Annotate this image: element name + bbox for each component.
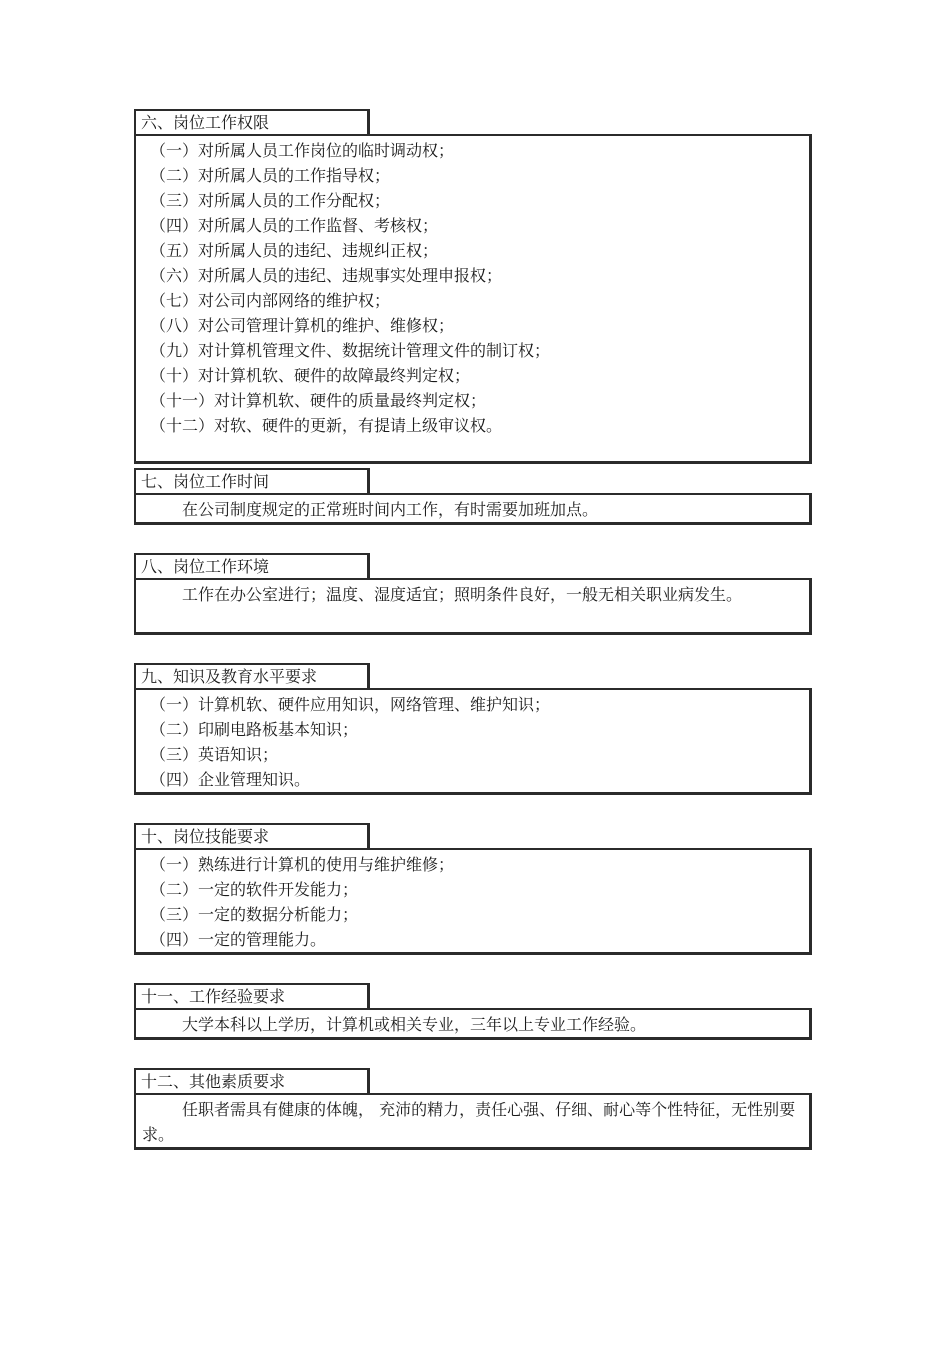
section-title: 十、岗位技能要求 <box>134 823 370 848</box>
list-item: （八）对公司管理计算机的维护、维修权； <box>150 316 455 335</box>
section-body <box>134 493 812 525</box>
section-job-authority <box>134 109 812 464</box>
section-title: 十一、工作经验要求 <box>134 983 370 1008</box>
list-item: （一）对所属人员工作岗位的临时调动权； <box>150 141 455 160</box>
section-text: 任职者需具有健康的体魄， 充沛的精力，责任心强、仔细、耐心等个性特征，无性别要求。 <box>142 1100 796 1144</box>
list-item: （十一）对计算机软、硬件的质量最终判定权； <box>150 391 487 410</box>
list-item: （四）对所属人员的工作监督、考核权； <box>150 216 439 235</box>
list-item: （二）印刷电路板基本知识； <box>150 720 359 739</box>
list-item: （三）对所属人员的工作分配权； <box>150 191 391 210</box>
section-work-hours <box>134 468 812 525</box>
section-text: 工作在办公室进行；温度、湿度适宜；照明条件良好，一般无相关职业病发生。 <box>182 585 743 604</box>
knowledge-list <box>136 690 809 792</box>
section-body <box>134 1093 812 1150</box>
section-body <box>134 1008 812 1040</box>
section-knowledge-education <box>134 663 812 795</box>
section-text: 在公司制度规定的正常班时间内工作，有时需要加班加点。 <box>182 500 599 519</box>
list-item: （一）计算机软、硬件应用知识，网络管理、维护知识； <box>150 695 551 714</box>
skills-list <box>136 850 809 952</box>
authority-list <box>136 136 809 438</box>
list-item: （六）对所属人员的违纪、违规事实处理申报权； <box>150 266 503 285</box>
section-job-skills <box>134 823 812 955</box>
section-work-environment <box>134 553 812 635</box>
section-text: 大学本科以上学历，计算机或相关专业，三年以上专业工作经验。 <box>182 1015 647 1034</box>
list-item: （七）对公司内部网络的维护权； <box>150 291 391 310</box>
list-item: （四）企业管理知识。 <box>150 770 311 789</box>
list-item: （三）英语知识； <box>150 745 279 764</box>
list-item: （三）一定的数据分析能力； <box>150 905 359 924</box>
section-title: 七、岗位工作时间 <box>134 468 370 493</box>
list-item: （十）对计算机软、硬件的故障最终判定权； <box>150 366 471 385</box>
section-body <box>134 848 812 955</box>
section-work-experience <box>134 983 812 1040</box>
section-title: 八、岗位工作环境 <box>134 553 370 578</box>
section-title: 六、岗位工作权限 <box>134 109 370 134</box>
list-item: （五）对所属人员的违纪、违规纠正权； <box>150 241 439 260</box>
list-item: （四）一定的管理能力。 <box>150 930 327 949</box>
section-title: 十二、其他素质要求 <box>134 1068 370 1093</box>
list-item: （九）对计算机管理文件、数据统计管理文件的制订权； <box>150 341 551 360</box>
section-other-qualities <box>134 1068 812 1150</box>
list-item: （二）对所属人员的工作指导权； <box>150 166 391 185</box>
section-body <box>134 578 812 635</box>
section-body <box>134 134 812 464</box>
list-item: （十二）对软、硬件的更新，有提请上级审议权。 <box>150 416 503 435</box>
list-item: （二）一定的软件开发能力； <box>150 880 359 899</box>
section-title: 九、知识及教育水平要求 <box>134 663 370 688</box>
list-item: （一）熟练进行计算机的使用与维护维修； <box>150 855 455 874</box>
section-body <box>134 688 812 795</box>
